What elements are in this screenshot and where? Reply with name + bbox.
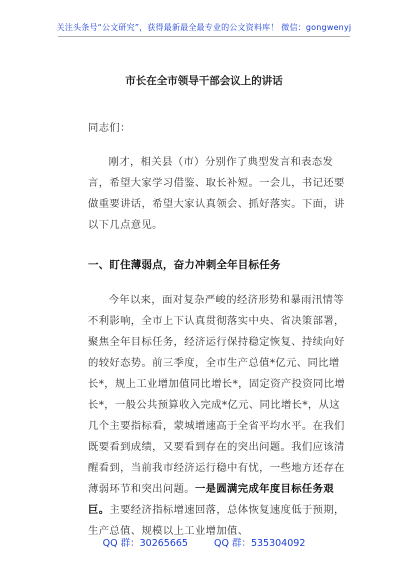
header-banner-text: 关注头条号“公文研究”，获得最新最全最专业的公文资料库！ 微信：gongwenyj	[56, 23, 352, 32]
footer-qq-group-2: QQ 群：535304092	[213, 538, 306, 549]
header-divider	[58, 36, 350, 37]
paragraph-1: 刚才，相关县（市）分别作了典型发言和表态发言，希望大家学习借鉴、取长补短。一会儿，书记还要做重要讲话，希望大家认真领会、抓好落实。下面，讲以下几点意见。	[88, 156, 345, 231]
greeting: 同志们：	[88, 122, 131, 134]
page-footer	[0, 535, 408, 549]
paragraph-2-bold-lead: 一是圆满完成年度目标任务艰巨。	[88, 483, 335, 516]
document-title: 市长在全市领导干部会议上的讲话	[125, 75, 283, 87]
section-1-heading: 一、盯住薄弱点，奋力冲刺全年目标任务	[88, 259, 281, 271]
footer-qq-group-1: QQ 群：30265665	[102, 538, 188, 549]
paragraph-2	[88, 290, 350, 542]
paragraph-2-main: 今年以来，面对复杂严峻的经济形势和暴雨汛情等不利影响，全市上下认真贯彻落实中央、省决策部署，聚焦全年目标任务，经济运行保持稳定恢复、持续向好的较好态势。前三季度，全市生产总值*亿元、同比增长*，规上工业增加值同比增长*，固定资产投资同比增长*，一般公共预算收入完成*亿元、同比增长*，从这几个主要指标看，蒙城增速高于全省平均水平。在我们既要看到成绩，又要看到存在的突出问题。我们应该清醒看到，当前我市经济运行稳中有忧，一些地方还存在薄弱环节和突出问题。	[88, 294, 346, 495]
page-header	[0, 0, 408, 40]
paragraph-2-tail: 主要经济指标增速回落，总体恢复速度低于预期，生产总值、规模以上工业增加值、	[88, 504, 345, 537]
